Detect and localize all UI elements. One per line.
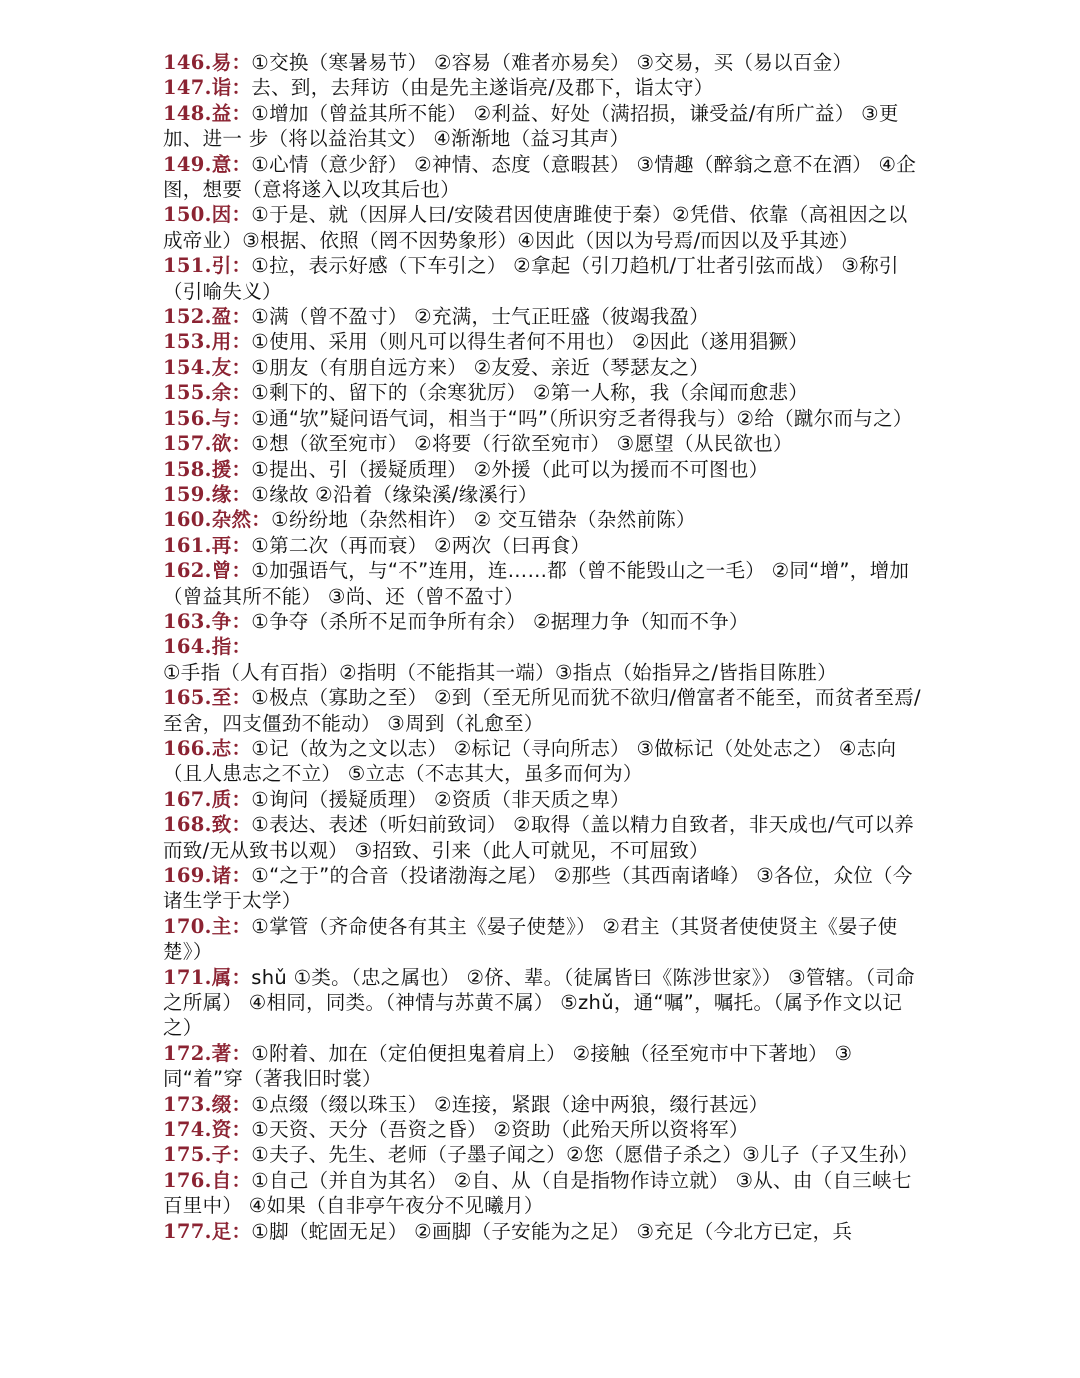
entry-text: 去、到，去拜访（由是先主遂诣亮/及郡下，诣太守）: [251, 76, 714, 100]
entry-key: 146.易：: [163, 51, 252, 74]
entry-key: 152.盈：: [163, 305, 252, 329]
entry-key: 176.自：: [163, 1168, 252, 1192]
entry-key: 148.益：: [163, 101, 252, 125]
entry-173: [163, 1092, 923, 1117]
entry-key: 161.再：: [163, 533, 252, 557]
entry-key: 157.欲：: [163, 432, 252, 456]
entry-text: ①“之于”的合音（投诸渤海之尾） ②那些（其西南诸峰） ③各位，众位（今诸生学于太学）: [163, 864, 913, 913]
entry-text: ①表达、表述（听妇前致词） ②取得（盖以精力自致者，非天成也/气可以养而致/无从致书以观） ③招致、引来（此人可就见，不可屈致）: [163, 813, 915, 862]
entry-148: [163, 101, 923, 152]
entry-text: ①想（欲至宛市） ②将要（行欲至宛市） ③愿望（从民欲也）: [251, 432, 793, 456]
entry-170: [163, 914, 923, 965]
entry-176: [163, 1168, 923, 1219]
entry-167: [163, 787, 923, 812]
entry-165: [163, 685, 923, 736]
entry-key: 168.致：: [163, 813, 252, 837]
entry-key: 169.诸：: [163, 864, 252, 887]
entry-text: ①询问（援疑质理） ②资质（非天质之卑）: [251, 787, 630, 811]
entry-text: ①脚（蛇固无足） ②画脚（子安能为之足） ③充足（今北方已定，兵: [251, 1219, 853, 1243]
entry-key: 163.争：: [163, 609, 252, 633]
entry-key: 147.诣：: [163, 76, 252, 100]
entry-text: ①第二次（再而衰） ②两次（曰再食）: [251, 533, 591, 557]
entry-key: 167.质：: [163, 787, 252, 811]
entry-key: 175.子：: [163, 1143, 252, 1167]
entry-text: ①剩下的、留下的（余寒犹厉） ②第一人称，我（余闻而愈悲）: [251, 381, 809, 405]
entry-key: 165.至：: [163, 686, 252, 710]
entry-171: [163, 965, 923, 1041]
entry-text: ①交换（寒暑易节） ②容易（难者亦易矣） ③交易，买（易以百金）: [251, 51, 853, 74]
entry-169: [163, 863, 923, 914]
entry-166: [163, 736, 923, 787]
entry-key: 174.资：: [163, 1118, 252, 1142]
entry-151: [163, 253, 923, 304]
entry-text: ①掌管（齐命使各有其主《晏子使楚》） ②君主（其贤者使使贤主《晏子使楚》）: [163, 914, 898, 964]
entry-161: [163, 533, 923, 558]
entry-text: ①纷纷地（杂然相许） ② 交互错杂（杂然前陈）: [271, 508, 696, 532]
entry-text: ①手指（人有百指）②指明（不能指其一端）③指点（始指异之/皆指目陈胜）: [163, 660, 838, 684]
entry-text: ①朋友（有朋自远方来） ②友爱、亲近（琴瑟友之）: [251, 355, 710, 379]
entry-key: 156.与：: [163, 406, 252, 430]
entry-key: 177.足：: [163, 1219, 252, 1243]
entry-163: [163, 609, 923, 634]
entry-text: ①争夺（杀所不足而争所有余） ②据理力争（知而不争）: [251, 609, 749, 633]
entry-text: shǔ ①类。（忠之属也） ②侪、辈。（徒属皆曰《陈涉世家》） ③管辖。（司命之所属） ④相同，同类。（神情与苏黄不属） ⑤zhǔ，通“嘱”，嘱托。（属予作文以记之）: [163, 965, 915, 1040]
entry-key: 162.曾：: [163, 559, 252, 583]
entry-text: ①天资、天分（吾资之昏） ②资助（此殆天所以资将军）: [251, 1118, 749, 1142]
entry-text: ①点缀（缀以珠玉） ②连接，紧跟（途中两狼，缀行甚远）: [251, 1092, 769, 1116]
entry-key: 151.引：: [163, 254, 252, 278]
entry-text: ①记（故为之文以志） ②标记（寻向所志） ③做标记（处处志之） ④志向（且人患志之不立） ⑤立志（不志其大，虽多而何为）: [163, 736, 897, 786]
entry-text: ①加强语气，与“不”连用，连……都（曾不能毁山之一毛） ②同“增”，增加（曾益其所不能） ③尚、还（曾不盈寸）: [163, 559, 910, 608]
entry-key: 160.杂然：: [163, 508, 272, 532]
entry-text: ①夫子、先生、老师（子墨子闻之）②您（愿借子杀之）③儿子（子又生孙）: [251, 1143, 919, 1167]
entry-key: 159.缘：: [163, 482, 252, 506]
entry-162: [163, 558, 923, 609]
entry-text: ①心情（意少舒） ②神情、态度（意暇甚） ③情趣（醉翁之意不在酒） ④企图，想要（意将遂入以攻其后也）: [163, 152, 917, 202]
entry-174: [163, 1117, 923, 1142]
entry-text: ①于是、就（因屏人曰/安陵君因使唐雎使于秦）②凭借、依靠（高祖因之以成帝业）③根据、依照（罔不因势象形）④因此（因以为号焉/而因以及乎其迹）: [163, 203, 908, 252]
entry-175: [163, 1142, 923, 1167]
entry-key: 153.用：: [163, 330, 252, 354]
entry-key: 171.属：: [163, 965, 252, 989]
entry-160: [163, 507, 923, 532]
entry-text: ①极点（寡助之至） ②到（至无所见而犹不欲归/僧富者不能至，而贫者至焉/至舍，四支僵劲不能动） ③周到（礼愈至）: [163, 686, 921, 735]
entry-key: 164.指：: [163, 635, 252, 659]
entry-text: ①缘故 ②沿着（缘染溪/缘溪行）: [251, 482, 538, 506]
entry-text: ①使用、采用（则凡可以得生者何不用也） ②因此（遂用猖獗）: [251, 330, 809, 354]
entry-key: 150.因：: [163, 203, 252, 227]
entry-153: [163, 329, 923, 354]
entry-149: [163, 152, 923, 203]
entry-155: [163, 380, 923, 405]
entry-key: 173.缀：: [163, 1092, 252, 1116]
entry-150: [163, 202, 923, 253]
entry-key: 166.志：: [163, 736, 252, 760]
entry-text: ①拉，表示好感（下车引之） ②拿起（引刀趋机/丁壮者引弦而战） ③称引（引喻失义）: [163, 254, 899, 303]
entry-text: ①附着、加在（定伯便担鬼着肩上） ②接触（径至宛市中下著地） ③同“着”穿（著我旧时裳）: [163, 1041, 853, 1091]
entry-text: ①自己（并自为其名） ②自、从（自是指物作诗立就） ③从、由（自三峡七百里中） ④如果（自非亭午夜分不见曦月）: [163, 1168, 912, 1218]
entry-key: 155.余：: [163, 381, 252, 405]
entry-158: [163, 457, 923, 482]
vocabulary-list: [163, 50, 923, 1244]
entry-text: ①增加（曾益其所不能） ②利益、好处（满招损，谦受益/有所广益） ③更加、进一 步（将以益治其文） ④渐渐地（益习其声）: [163, 101, 899, 151]
entry-key: 172.著：: [163, 1041, 252, 1065]
entry-key: 149.意：: [163, 152, 252, 176]
entry-key: 158.援：: [163, 457, 252, 481]
entry-159: [163, 482, 923, 507]
entry-168: [163, 812, 923, 863]
entry-154: [163, 355, 923, 380]
entry-156: [163, 406, 923, 431]
entry-152: [163, 304, 923, 329]
entry-146: [163, 50, 923, 75]
entry-172: [163, 1041, 923, 1092]
entry-text: ①通“欤”疑问语气词，相当于“吗”（所识穷乏者得我与）②给（蹴尔而与之）: [251, 406, 913, 430]
entry-177: [163, 1219, 923, 1244]
entry-text: ①提出、引（援疑质理） ②外援（此可以为援而不可图也）: [251, 457, 769, 481]
entry-164: [163, 634, 923, 685]
entry-157: [163, 431, 923, 456]
entry-key: 170.主：: [163, 914, 252, 938]
entry-text: ①满（曾不盈寸） ②充满，士气正旺盛（彼竭我盈）: [251, 305, 710, 329]
entry-147: [163, 75, 923, 100]
entry-key: 154.友：: [163, 355, 252, 379]
